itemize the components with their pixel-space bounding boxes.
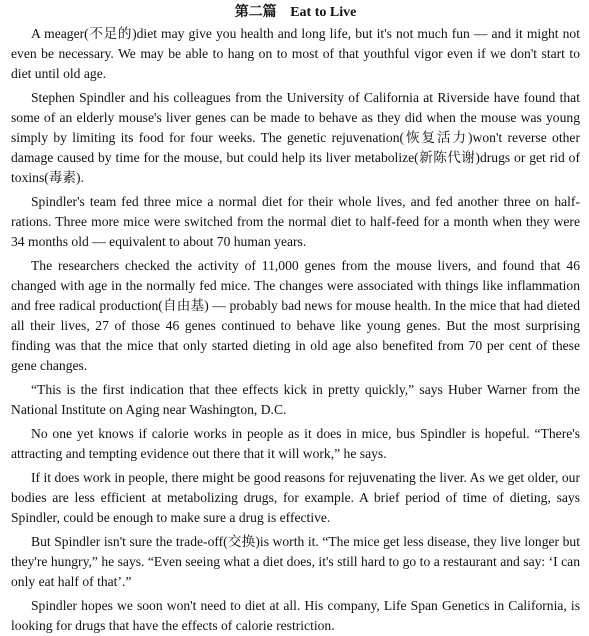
paragraph-5: “This is the first indication that thee effects kick in pretty quickly,” says Huber Warner from the National Institute on Aging near Washington, D.C. — [11, 382, 580, 417]
paragraph-6: No one yet knows if calorie works in people as it does in mice, bus Spindler is hopeful. “There's attracting and tempting evidence out there that it will work,” he says. — [11, 426, 580, 461]
paragraph-3: Spindler's team fed three mice a normal diet for their whole lives, and fed another three on half-rations. Three more mice were switched from the normal diet to half-feed for a month when they were 34 months old — equivalent to about 70 human years. — [11, 194, 580, 249]
passage-number: 第二篇 — [234, 5, 277, 20]
paragraph-8: But Spindler isn't sure the trade-off(交换)is worth it. “The mice get less disease, they live longer but they're hungry,” he says. “Even seeing what a diet does, it's still hard to go to a restaurant and say: ‘I can only eat half of that’.” — [11, 534, 580, 589]
passage-heading: Eat to Live — [290, 5, 357, 20]
passage-body — [11, 24, 580, 636]
paragraph-2: Stephen Spindler and his colleagues from the University of California at Riverside have found that some of an elderly mouse's liver genes can be made to behave as they did when the mouse was young simply by limiting its food for four weeks. The genetic rejuvenation(恢复活力)won't reverse other damage caused by time for the mouse, but could help its liver metabolize(新陈代谢)drugs or get rid of toxins(毒素). — [11, 90, 580, 185]
paragraph-4: The researchers checked the activity of 11,000 genes from the mouse livers, and found that 46 changed with age in the normally fed mice. The changes were associated with things like inflammation and free radical production(自由基) — probably bad news for mouse health. In the mice that had dieted all their lives, 27 of those 46 genes continued to behave like young genes. But the most surprising finding was that the mice that only started dieting in old age also benefited from 70 per cent of these gene changes. — [11, 258, 580, 373]
paragraph-1: A meager(不足的)diet may give you health and long life, but it's not much fun — and it might not even be necessary. We may be able to hang on to most of that youthful vigor even if we don't start to diet until old age. — [11, 26, 580, 81]
paragraph-9: Spindler hopes we soon won't need to diet at all. His company, Life Span Genetics in California, is looking for drugs that have the effects of calorie restriction. — [11, 598, 580, 633]
paragraph-7: If it does work in people, there might be good reasons for rejuvenating the liver. As we get older, our bodies are less efficient at metabolizing drugs, for example. A brief period of time of dieting, says Spindler, could be enough to make sure a drug is effective. — [11, 470, 580, 525]
passage-title — [11, 4, 580, 21]
